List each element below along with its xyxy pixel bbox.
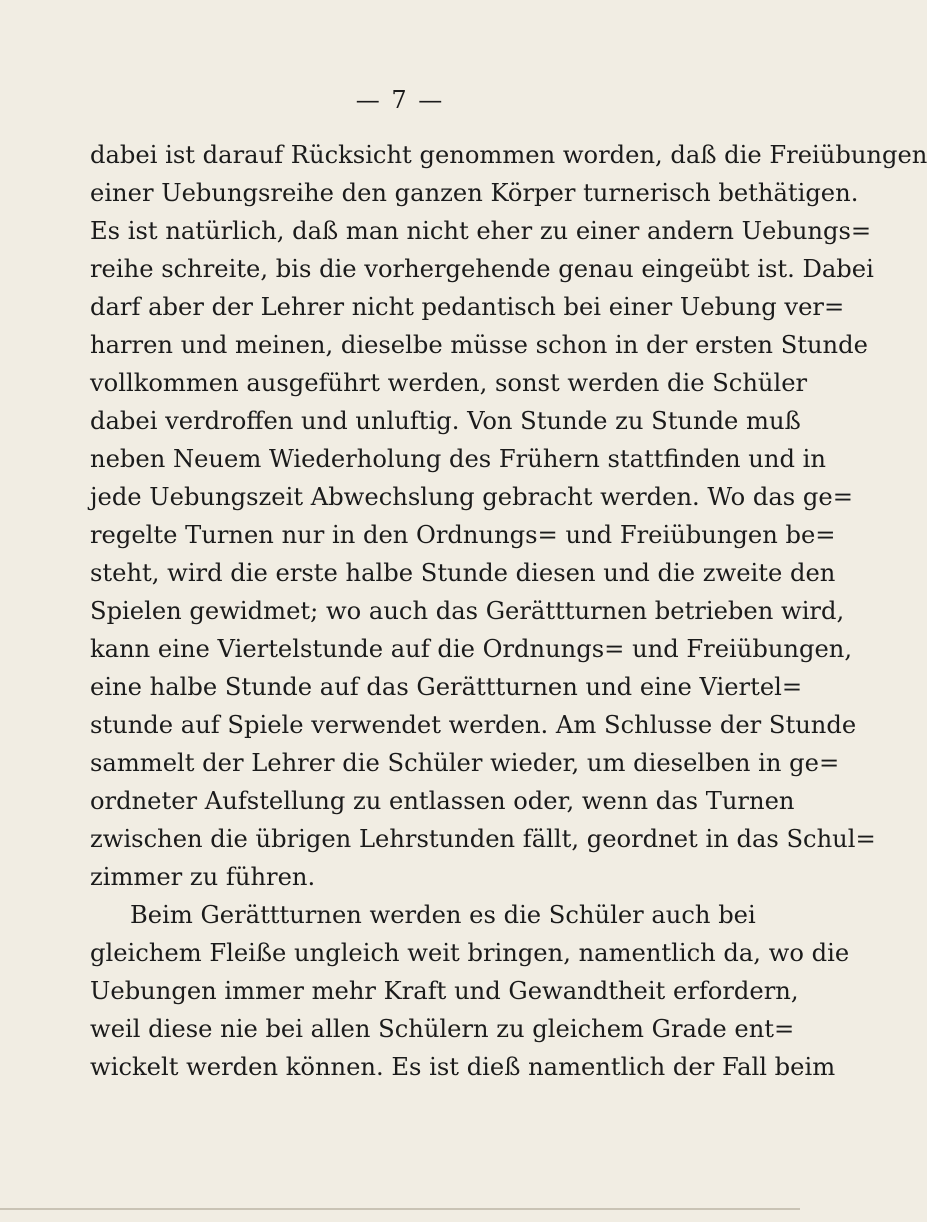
text-line: kann eine Viertelstunde auf die Ordnungs= und Freiübungen, bbox=[90, 635, 853, 663]
paragraph-start-line: Beim Gerättturnen werden es die Schüler auch bei bbox=[130, 901, 756, 929]
text-line: eine halbe Stunde auf das Gerättturnen und eine Viertel= bbox=[90, 673, 803, 701]
body-text bbox=[90, 136, 927, 1086]
text-line: darf aber der Lehrer nicht pedantisch bei einer Uebung ver= bbox=[90, 293, 845, 321]
text-line: reihe schreite, bis die vorhergehende genau eingeübt ist. Dabei bbox=[90, 255, 874, 283]
text-line: ordneter Aufstellung zu entlassen oder, wenn das Turnen bbox=[90, 787, 795, 815]
text-line: harren und meinen, dieselbe müsse schon in der ersten Stunde bbox=[90, 331, 868, 359]
text-line: dabei ist darauf Rücksicht genommen worden, daß die Freiübungen bbox=[90, 141, 927, 169]
text-line: vollkommen ausgeführt werden, sonst werden die Schüler bbox=[90, 369, 808, 397]
text-line: wickelt werden können. Es ist dieß namentlich der Fall beim bbox=[90, 1053, 836, 1081]
text-line: stunde auf Spiele verwendet werden. Am Schlusse der Stunde bbox=[90, 711, 857, 739]
page-bottom-edge bbox=[0, 1208, 800, 1210]
text-line: gleichem Fleiße ungleich weit bringen, namentlich da, wo die bbox=[90, 939, 850, 967]
text-line: Uebungen immer mehr Kraft und Gewandtheit erfordern, bbox=[90, 977, 799, 1005]
text-line: Es ist natürlich, daß man nicht eher zu einer andern Uebungs= bbox=[90, 217, 872, 245]
text-line: zwischen die übrigen Lehrstunden fällt, geordnet in das Schul= bbox=[90, 825, 876, 853]
page-number: — 7 — bbox=[355, 86, 445, 114]
text-line: regelte Turnen nur in den Ordnungs= und Freiübungen be= bbox=[90, 521, 836, 549]
text-line: weil diese nie bei allen Schülern zu gleichem Grade ent= bbox=[90, 1015, 795, 1043]
text-line: steht, wird die erste halbe Stunde diesen und die zweite den bbox=[90, 559, 836, 587]
text-line: jede Uebungszeit Abwechslung gebracht werden. Wo das ge= bbox=[90, 483, 853, 511]
text-line: dabei verdroffen und unluftig. Von Stunde zu Stunde muß bbox=[90, 407, 801, 435]
text-line: neben Neuem Wiederholung des Frühern stattfinden und in bbox=[90, 445, 826, 473]
text-line: einer Uebungsreihe den ganzen Körper turnerisch bethätigen. bbox=[90, 179, 859, 207]
text-line: sammelt der Lehrer die Schüler wieder, um dieselben in ge= bbox=[90, 749, 840, 777]
text-line: Spielen gewidmet; wo auch das Gerättturnen betrieben wird, bbox=[90, 597, 845, 625]
paragraph-end-line: zimmer zu führen. bbox=[90, 863, 316, 891]
